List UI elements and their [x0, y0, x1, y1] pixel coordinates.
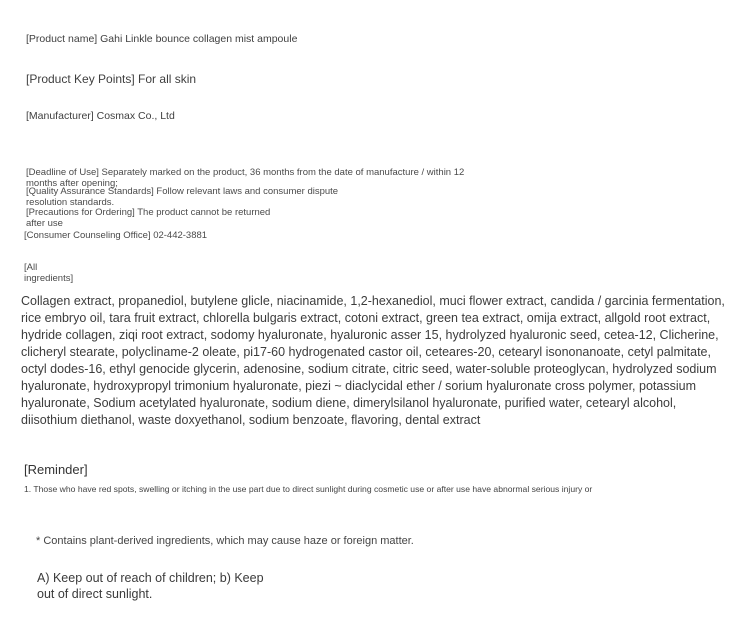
all-ingredients-label-1: [All [24, 262, 38, 273]
precautions-line-2: after use [26, 218, 63, 229]
storage-warning-line-2: out of direct sunlight. [37, 587, 153, 601]
precautions-line-1: [Precautions for Ordering] The product cannot be returned [26, 207, 271, 218]
manufacturer: [Manufacturer] Cosmax Co., Ltd [26, 110, 175, 122]
quality-assurance-line-2: resolution standards. [26, 197, 115, 208]
ingredients-list: Collagen extract, propanediol, butylene glicle, niacinamide, 1,2-hexanediol, muci flower extract, candida / garcinia fermentation, rice embryo oil, tara fruit extract, chlorella bulgaris extract, cotoni extract, green tea extract, omija extract, allgold root extract, hydride collagen, ziqi root extract, sodomy hyaluronate, hyaluronic asser 15, hydrolyzed hyaluronic seed, cetea-12, Clicherine, clicheryl stearate, polycliname-2 oleate, pi17-60 hydrogenated castor oil, ceteares-20, cetearyl isononanoate, cetyl palmitate, octyl dodes-16, ethyl genocide glycerin, adenosine, sodium citrate, citric seed, water-soluble proteoglycan, hydrolyzed sodium hyaluronate, hydroxypropyl trimonium hyaluronate, piezi ~ diaclycidal ether / sorium hyaluronate cross polymer, potassium hyaluronate, Sodium acetylated hyaluronate, sodium diene, dimerylsilanol hyaluronate, purified water, cetearyl alcohol, diisothium diethanol, waste doxyethanol, sodium benzoate, flavoring, dental extract [21, 294, 725, 427]
plant-derived-note: * Contains plant-derived ingredients, which may cause haze or foreign matter. [36, 535, 414, 547]
deadline-of-use-line-1: [Deadline of Use] Separately marked on the product, 36 months from the date of manufacture / within 12 [26, 167, 465, 178]
product-name: [Product name] Gahi Linkle bounce collagen mist ampoule [26, 33, 298, 45]
quality-assurance-line-1: [Quality Assurance Standards] Follow relevant laws and consumer dispute [26, 186, 339, 197]
product-key-points: [Product Key Points] For all skin [26, 72, 197, 86]
storage-warning-line-1: A) Keep out of reach of children; b) Keep [37, 571, 264, 585]
reminder-title: [Reminder] [24, 462, 88, 477]
all-ingredients-label-2: ingredients] [24, 273, 74, 284]
deadline-of-use-line-2: months after opening; [26, 178, 118, 189]
consumer-counseling: [Consumer Counseling Office] 02-442-3881 [24, 230, 208, 241]
reminder-item-1: 1. Those who have red spots, swelling or itching in the use part due to direct sunlight during cosmetic use or after use have abnormal serious injury or [24, 484, 593, 494]
